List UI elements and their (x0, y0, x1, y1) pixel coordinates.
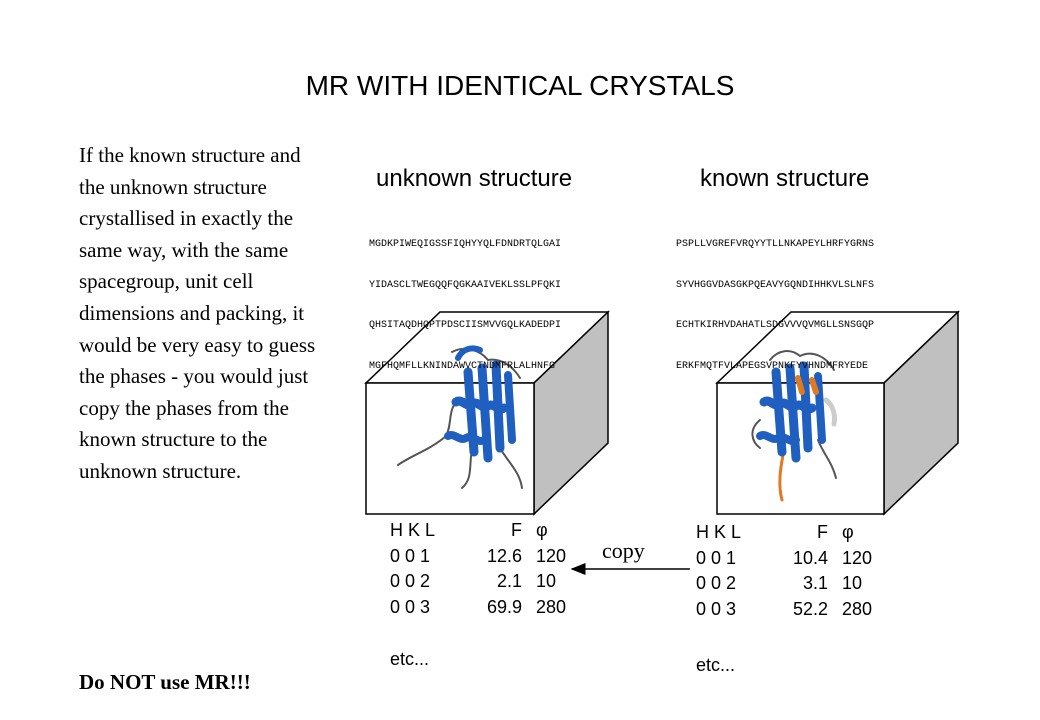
table-header (696, 520, 882, 546)
phi-header: φ (536, 520, 548, 540)
sequence-line: PSPLLVGREFVRQYYTLLNKAPEYLHRFYGRNS (676, 239, 875, 250)
table-header (390, 518, 576, 544)
sequence-line: ECHTKIRHVDAHATLSDGVVVQVMGLLSNSGQP (676, 320, 875, 331)
phi-cell: 280 (536, 596, 567, 617)
table-row (390, 544, 576, 570)
unknown-reflection-table (390, 518, 576, 620)
warning-text: Do NOT use MR!!! (79, 670, 251, 694)
known-reflection-table (696, 520, 882, 622)
known-sequence (676, 211, 874, 387)
unknown-structure-label: unknown structure (376, 165, 573, 192)
sequence-line: MGFHQMFLLKNINDAWVCTNDMFRLALHNFG (369, 360, 556, 372)
hkl-header: H K L (696, 522, 742, 542)
hkl-header: H K L (390, 520, 436, 540)
f-cell: 52.2 (792, 598, 828, 619)
phi-cell: 120 (536, 545, 567, 566)
hkl-cell: 0 0 2 (390, 571, 431, 591)
known-structure-label: known structure (700, 165, 870, 192)
f-cell: 69.9 (486, 596, 522, 617)
hkl-cell: 0 0 3 (390, 596, 431, 617)
hkl-cell: 0 0 2 (696, 573, 737, 593)
sequence-line: SYVHGGVDASGKPQEAVYGQNDIHHKVLSLNFS (676, 279, 875, 291)
phi-cell: 10 (536, 571, 557, 591)
table-row (696, 597, 882, 623)
phi-cell: 120 (842, 547, 873, 568)
table-row (696, 546, 882, 572)
hkl-cell: 0 0 1 (390, 545, 431, 566)
table-row (390, 595, 576, 621)
f-cell: 3.1 (802, 573, 828, 593)
sequence-line: ERKFMQTFVLAPEGSVPNKFYVHNDMFRYEDE (676, 360, 869, 372)
phi-cell: 10 (842, 573, 863, 593)
f-header: F (817, 522, 828, 542)
table-row (696, 571, 882, 597)
sequence-line: QHSITAQDHQPTPDSCIISMVVGQLKADEDPI (369, 320, 562, 331)
unknown-etc: etc... (390, 649, 430, 669)
sequence-line: YIDASCLTWEGQQFQGKAAIVEKLSSLPFQKI (369, 279, 562, 291)
hkl-cell: 0 0 3 (696, 598, 737, 619)
f-header: F (511, 520, 522, 540)
f-cell: 2.1 (496, 571, 522, 591)
explanation-text: If the known structure and the unknown structure crystallised in exactly the same way, with the same spacegroup, unit cell dimensions and packing, it would be very easy to guess the phases - you would just copy the phases from the known structure to the unknown structure. (79, 143, 316, 483)
f-cell: 12.6 (486, 545, 522, 566)
unknown-sequence (369, 211, 561, 387)
sequence-line: MGDKPIWEQIGSSFIQHYYQLFDNDRTQLGAI (369, 239, 562, 250)
known-etc: etc... (696, 655, 736, 675)
table-row (390, 569, 576, 595)
hkl-cell: 0 0 1 (696, 547, 737, 568)
slide-title: MR WITH IDENTICAL CRYSTALS (305, 70, 735, 101)
phi-cell: 280 (842, 598, 873, 619)
phi-header: φ (842, 522, 854, 542)
copy-label: copy (602, 538, 645, 563)
f-cell: 10.4 (792, 547, 828, 568)
